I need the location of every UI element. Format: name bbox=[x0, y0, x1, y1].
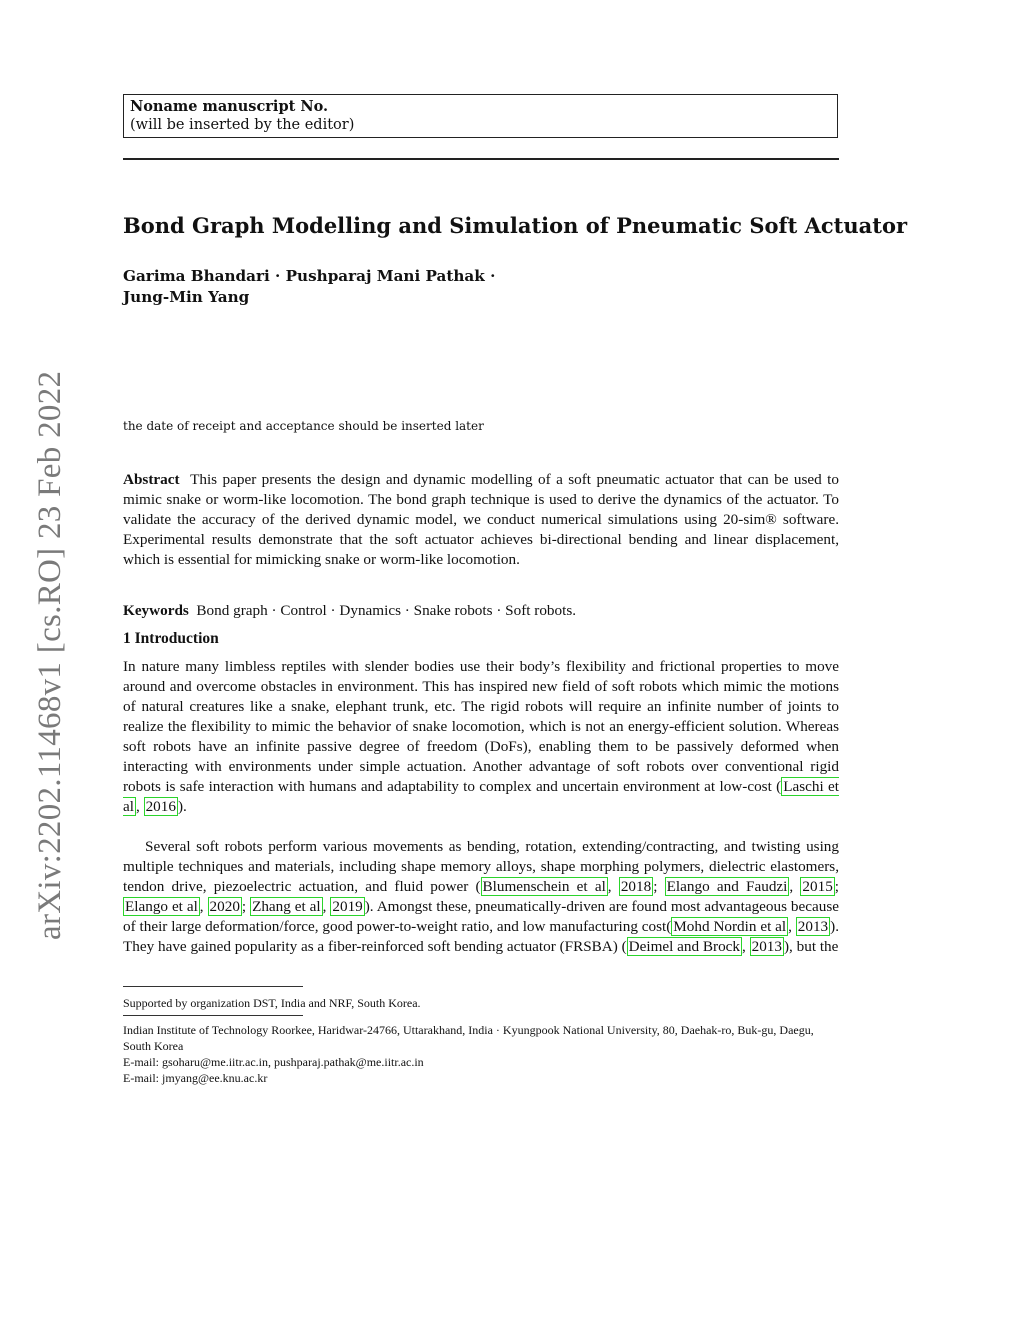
citation-year-link[interactable]: 2013 bbox=[751, 938, 782, 955]
affiliation-text: Indian Institute of Technology Roorkee, Haridwar-24766, Uttarakhand, India · Kyungpook National University, 80, Daehak-ro, Buk-gu, Daegu, South Korea bbox=[123, 1023, 814, 1053]
abstract bbox=[123, 470, 839, 570]
intro-p2-text-2: ). Amongst these, pneumatically-driven are found most advantageous because of their large deformation/force, good power-to-weight ratio, and low manufacturing cost( bbox=[123, 898, 839, 935]
affiliation-block bbox=[123, 1022, 839, 1086]
keywords bbox=[123, 601, 839, 621]
email-line-1: E-mail: gsoharu@me.iitr.ac.in, pushparaj.pathak@me.iitr.ac.in bbox=[123, 1055, 424, 1069]
citation-year-link[interactable]: 2018 bbox=[620, 878, 652, 895]
citation-link[interactable]: Blumenschein et al bbox=[482, 878, 606, 895]
authors-line-2: Jung-Min Yang bbox=[123, 288, 250, 306]
intro-p1-text: In nature many limbless reptiles with slender bodies use their body’s flexibility and frictional properties to move around and overcome obstacles in environment. This has inspired new field of soft robots which mimic the motions of natural creatures like a snake, elephant trunk, etc. The rigid robots will require an infinite number of joints to realize the flexibility to mimic the behavior of snake locomotion, which is not an energy-efficient solution. Whereas soft robots have an infinite passive degree of freedom (DoFs), enabling them to be passively deformed when interacting with environments under simple actuation. Another advantage of soft robots over conventional rigid robots is safe interaction with humans and adaptability to complex and uncertain environment at low-cost ( bbox=[123, 658, 839, 795]
intro-p2-text-4: ), but the bbox=[783, 938, 839, 955]
citation-link[interactable]: Deimel and Brock bbox=[628, 938, 741, 955]
funding-note: Supported by organization DST, India and NRF, South Korea. bbox=[123, 996, 421, 1010]
keywords-text: Bond graph · Control · Dynamics · Snake robots · Soft robots. bbox=[196, 602, 577, 619]
citation-link[interactable]: Elango and Faudzi bbox=[666, 878, 788, 895]
manuscript-number-label: Noname manuscript No. bbox=[130, 98, 329, 115]
citation-link[interactable]: Laschi et al bbox=[123, 778, 839, 815]
registered-mark: ® bbox=[765, 511, 777, 528]
abstract-label: Abstract bbox=[123, 471, 180, 488]
intro-paragraph-1: In nature many limbless reptiles with slender bodies use their body’s flexibility and frictional properties to move around and overcome obstacles in environment. This has inspired new field of soft robots which mimic the motions of natural creatures like a snake, elephant trunk, etc. The rigid robots will require an infinite number of joints to realize the flexibility to mimic the behavior of snake locomotion, which is not an energy-efficient solution. Whereas soft robots have an infinite passive degree of freedom (DoFs), enabling them to be passively deformed when interacting with environments under simple actuation. Another advantage of soft robots over conventional rigid robots is safe interaction with humans and adaptability to complex and uncertain environment at low-cost ( Laschi et al , 2016 ). bbox=[123, 658, 839, 815]
citation-year-link[interactable]: 2013 bbox=[797, 918, 829, 935]
authors-line-1: Garima Bhandari · Pushparaj Mani Pathak · bbox=[123, 267, 496, 285]
abstract-text-2: software. Experimental results demonstrate that the soft actuator achieves bi-directional bending and linear displacement, which is essential for mimicking snake or worm-like locomotion. bbox=[123, 511, 839, 568]
citation-year-link[interactable]: 2016 bbox=[145, 798, 176, 815]
citation-year-link[interactable]: 2020 bbox=[209, 898, 240, 915]
citation-link[interactable]: Elango et al bbox=[125, 898, 198, 915]
footnote-rule bbox=[123, 986, 303, 987]
intro-paragraph-2: Several soft robots perform various movements as bending, rotation, extending/contracting, and twisting using multiple techniques and materials, including shape memory alloys, shape morphing polymers, dielectric elastomers, tendon drive, piezoelectric actuation, and fluid power ( Blumenschein et al , 2018 ; Elango and Faudzi , 2015 ; Elango et al , 2020 ; Zhang et al , 2019 ). Amongst these, pneumatically-driven are found most advantageous because of their large deformation/force, good power-to-weight ratio, and low manufacturing cost( Mohd Nordin et al , 2013 ). They have gained popularity as a fiber-reinforced soft bending actuator (FRSBA) ( Deimel and Brock , 2013 ), but the bbox=[123, 838, 840, 955]
email-line-2: E-mail: jmyang@ee.knu.ac.kr bbox=[123, 1071, 268, 1085]
top-rule bbox=[123, 158, 839, 160]
intro-p2-text-3: ). They have gained popularity as a fiber-reinforced soft bending actuator (FRSBA) ( bbox=[123, 918, 839, 955]
editor-note: (will be inserted by the editor) bbox=[130, 117, 355, 133]
receipt-dates-note: the date of receipt and acceptance should be inserted later bbox=[123, 419, 484, 433]
keywords-label: Keywords bbox=[123, 602, 189, 619]
arxiv-identifier-stamp: arXiv:2202.11468v1 [cs.RO] 23 Feb 2022 bbox=[32, 370, 68, 940]
citation-year-link[interactable]: 2019 bbox=[332, 898, 363, 915]
section-heading: 1 Introduction bbox=[123, 630, 219, 647]
editor-box bbox=[123, 94, 838, 138]
paper-title: Bond Graph Modelling and Simulation of Pneumatic Soft Actuator bbox=[123, 213, 908, 238]
citation-link[interactable]: Zhang et al bbox=[252, 898, 321, 915]
intro-p2-text-1: Several soft robots perform various movements as bending, rotation, extending/contracting, and twisting using multiple techniques and materials, including shape memory alloys, shape morphing polymers, dielectric elastomers, tendon drive, piezoelectric actuation, and fluid power ( bbox=[123, 838, 839, 895]
citation-link[interactable]: Mohd Nordin et al bbox=[673, 918, 787, 935]
citation-year-link[interactable]: 2015 bbox=[802, 878, 833, 895]
abstract-text-1: This paper presents the design and dynamic modelling of a soft pneumatic actuator that can be used to mimic snake or worm-like locomotion. The bond graph technique is used to derive the dynamics of the actuator. To validate the accuracy of the derived dynamic model, we conduct numerical simulations using 20-sim bbox=[123, 471, 839, 528]
author-list bbox=[123, 266, 839, 308]
affiliation-rule bbox=[123, 1015, 303, 1016]
intro-p1-end: ). bbox=[177, 798, 187, 815]
